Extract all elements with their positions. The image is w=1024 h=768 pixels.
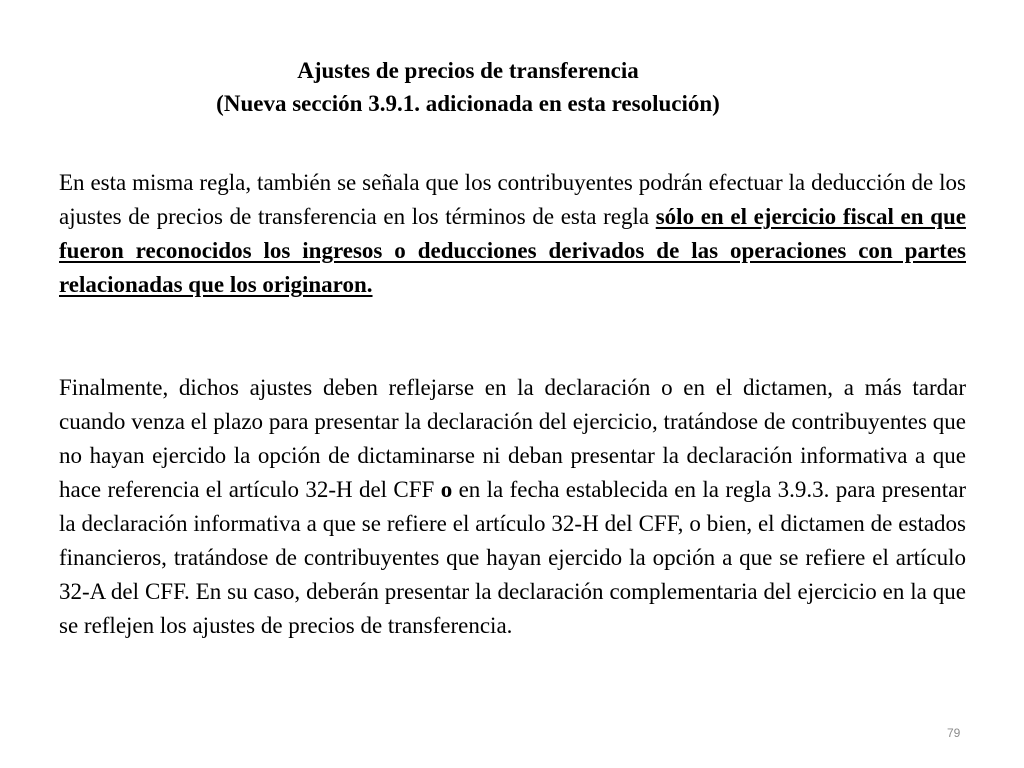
page-number: 79 [947, 726, 961, 740]
paragraph-1-text: En esta misma regla, también se señala que los contribuyentes podrán efectuar la deducción de los ajustes de precios de transferencia en los términos de esta regla [59, 170, 966, 229]
paragraph-1-emphasis: sólo en el ejercicio fiscal en que fueron reconocidos los ingresos o deducciones derivados de las operaciones con partes relacionadas que los originaron. [59, 204, 966, 297]
slide-title [0, 54, 936, 120]
title-line-2: (Nueva sección 3.9.1. adicionada en esta resolución) [216, 91, 720, 116]
paragraph-2-bold-word: o [440, 477, 453, 502]
paragraph-deduction-rule [59, 166, 966, 302]
paragraph-2-text-start: Finalmente, dichos ajustes deben reflejarse en la declaración o en el dictamen, a más tardar cuando venza el plazo para presentar la declaración del ejercicio, tratándose de contribuyentes que no hayan ejercido la opción de dictaminarse ni deban presentar la declaración informativa a que hace referencia el artículo 32-H del CFF [59, 375, 966, 502]
paragraph-2-text-end: en la fecha establecida en la regla 3.9.3. para presentar la declaración informativa a que se refiere el artículo 32-H del CFF, o bien, el dictamen de estados financieros, tratándose de contribuyentes que hayan ejercido la opción a que se refiere el artículo 32-A del CFF. En su caso, deberán presentar la declaración complementaria del ejercicio en la que se reflejen los ajustes de precios de transferencia. [59, 477, 966, 638]
paragraph-reporting-rule [59, 371, 966, 643]
title-line-1: Ajustes de precios de transferencia [297, 58, 639, 83]
